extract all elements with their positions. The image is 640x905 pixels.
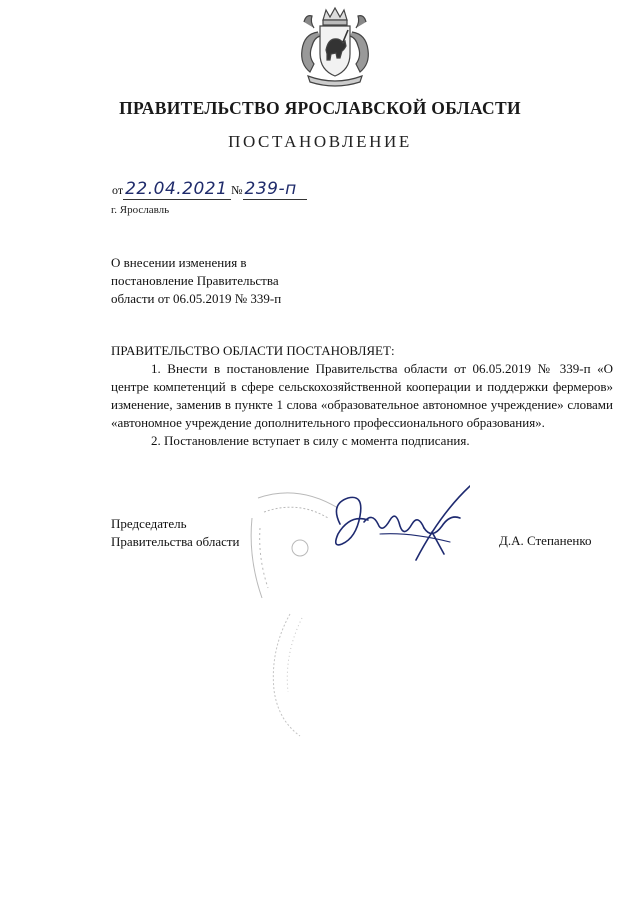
resolves-heading: ПРАВИТЕЛЬСТВО ОБЛАСТИ ПОСТАНОВЛЯЕТ: [111,343,395,358]
subject-block [111,254,351,308]
from-label: от [112,183,124,197]
resolution-item: 2. Постановление вступает в силу с момента подписания. [151,433,470,448]
document-date: 22.04.2021 [125,179,228,199]
signer-name: Д.А. Степаненко [499,533,592,548]
document-type: ПОСТАНОВЛЕНИЕ [228,132,412,151]
subject-line: О внесении изменения в [111,255,247,270]
date-number-row [112,180,307,206]
government-title: ПРАВИТЕЛЬСТВО ЯРОСЛАВСКОЙ ОБЛАСТИ [119,98,521,118]
number-label: № [231,183,243,197]
resolution-body [111,342,613,450]
city-label: г. Ярославль [111,204,170,216]
resolution-item: 1. Внести в постановление Правительства области от 06.05.2019 № 339-п «О центре компетенций в сфере сельскохозяйственной кооперации и поддержки фермеров» изменение, заменив в пункте 1 слова «образовательное автономное учреждение» словами «автономное учреждение дополнительного профессионального образования». [111,361,613,430]
handwritten-signature-icon [320,484,470,564]
signer-title [111,515,240,551]
subject-line: постановление Правительства [111,273,279,288]
signer-title-line: Председатель [111,516,187,531]
seal-stamp-icon [250,610,330,740]
signer-title-line: Правительства области [111,534,240,549]
subject-line: области от 06.05.2019 № 339-п [111,291,282,306]
coat-of-arms-icon [290,6,380,90]
document-number: 239-п [244,179,297,199]
